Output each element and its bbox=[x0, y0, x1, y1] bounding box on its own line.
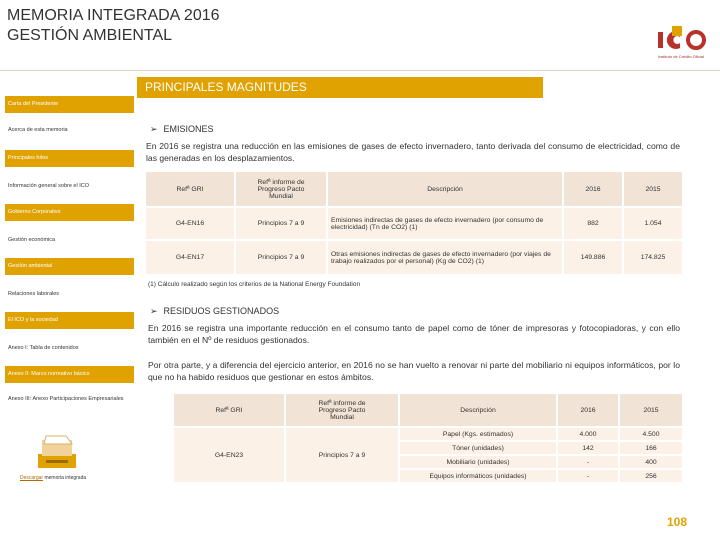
td-descripcion: Emisiones indirectas de gases de efecto invernadero (por consumo de electricidad) (Tn de CO2) (1) bbox=[328, 208, 562, 239]
th-2016: 2016 bbox=[558, 394, 618, 426]
sidebar-item-gobierno[interactable]: Gobierno Corporativo bbox=[5, 204, 134, 221]
th-descripcion: Descripción bbox=[328, 172, 562, 206]
download-icon[interactable] bbox=[32, 432, 82, 472]
sidebar-item-info-ico[interactable]: Información general sobre el ICO bbox=[8, 183, 90, 189]
th-gri: Refª GRI bbox=[146, 172, 234, 206]
emisiones-heading: ➢ EMISIONES bbox=[150, 124, 214, 134]
td-2015: 1.054 bbox=[624, 208, 682, 239]
emisiones-table bbox=[146, 172, 682, 274]
th-pacto: Refª informe de Progreso Pacto Mundial bbox=[286, 394, 398, 426]
residuos-heading: ➢ RESIDUOS GESTIONADOS bbox=[150, 306, 280, 316]
th-2015: 2015 bbox=[620, 394, 682, 426]
emisiones-paragraph: En 2016 se registra una reducción en las emisiones de gases de efecto invernadero, tanto derivada del consumo de electricidad, como de las generadas en los desplazamientos. bbox=[146, 141, 680, 163]
td-gri: G4-EN16 bbox=[146, 208, 234, 239]
td-2016: 4.000 bbox=[558, 428, 618, 440]
page-number: 108 bbox=[667, 515, 688, 529]
td-pacto: Principios 7 a 9 bbox=[236, 241, 326, 274]
td-descripcion: Otras emisiones indirectas de gases de efecto invernadero (por viajes de trabajo realizados por el personal) (Kg de CO2) (1) bbox=[328, 241, 562, 274]
ico-logo bbox=[650, 22, 712, 68]
td-descripcion: Equipos informáticos (unidades) bbox=[400, 470, 556, 482]
sidebar-item-gestion-ambiental[interactable]: Gestión ambiental bbox=[5, 258, 134, 275]
td-pacto: Principios 7 a 9 bbox=[286, 428, 398, 482]
td-gri: G4-EN23 bbox=[174, 428, 284, 482]
sidebar-item-ico-sociedad[interactable]: El ICO y la sociedad bbox=[5, 312, 134, 329]
arrow-bullet-icon: ➢ bbox=[150, 124, 158, 134]
th-gri: Refª GRI bbox=[174, 394, 284, 426]
sidebar-item-relaciones[interactable]: Relaciones laborales bbox=[8, 291, 60, 297]
td-2016: - bbox=[558, 456, 618, 468]
section-banner: PRINCIPALES MAGNITUDES bbox=[137, 77, 543, 98]
td-2016: 149.886 bbox=[564, 241, 622, 274]
td-descripcion: Papel (Kgs. estimados) bbox=[400, 428, 556, 440]
sidebar-item-anexo-2[interactable]: Anexo II: Marco normativo básico bbox=[5, 366, 134, 383]
sidebar-item-carta[interactable]: Carta del Presidente bbox=[5, 96, 134, 113]
title-line-2: GESTIÓN AMBIENTAL bbox=[7, 27, 173, 44]
residuos-table bbox=[174, 394, 682, 482]
td-2015: 166 bbox=[620, 442, 682, 454]
td-descripcion: Tóner (unidades) bbox=[400, 442, 556, 454]
document-title bbox=[7, 6, 220, 46]
title-divider bbox=[0, 70, 720, 71]
sidebar-item-acerca[interactable]: Acerca de esta memoria bbox=[8, 127, 68, 133]
td-2016: 142 bbox=[558, 442, 618, 454]
download-link[interactable]: Descargar memoria integrada bbox=[20, 475, 87, 481]
sidebar-item-anexo-3[interactable]: Anexo III: Anexo Participaciones Empresariales bbox=[8, 396, 124, 402]
td-2016: - bbox=[558, 470, 618, 482]
td-2015: 400 bbox=[620, 456, 682, 468]
th-pacto: Refª informe de Progreso Pacto Mundial bbox=[236, 172, 326, 206]
td-2015: 174.825 bbox=[624, 241, 682, 274]
residuos-paragraph-2: Por otra parte, y a diferencia del ejercicio anterior, en 2016 no se han vuelto a renovar ni parte del mobiliario ni equipos informáticos, por lo que no ha habido residuos que gestionar en estos ámbitos. bbox=[148, 360, 680, 382]
td-pacto: Principios 7 a 9 bbox=[236, 208, 326, 239]
logo-caption: Instituto de Crédito Oficial bbox=[658, 54, 704, 59]
th-2016: 2016 bbox=[564, 172, 622, 206]
emisiones-footnote: (1) Cálculo realizado según los criterios de la National Energy Foundation bbox=[148, 281, 361, 288]
th-descripcion: Descripción bbox=[400, 394, 556, 426]
td-gri: G4-EN17 bbox=[146, 241, 234, 274]
arrow-bullet-icon: ➢ bbox=[150, 306, 158, 316]
sidebar-item-gestion-economica[interactable]: Gestión económica bbox=[8, 237, 56, 243]
residuos-paragraph-1: En 2016 se registra una importante reducción en el consumo tanto de papel como de tóner de impresoras y fotocopiadoras, y con ello también en el Nº de residuos gestionados. bbox=[148, 323, 680, 345]
sidebar-item-hitos[interactable]: Principales hitos bbox=[5, 150, 134, 167]
title-line-1: MEMORIA INTEGRADA 2016 bbox=[7, 7, 220, 24]
sidebar-item-anexo-1[interactable]: Anexo I: Tabla de contenidos bbox=[8, 345, 79, 351]
td-2015: 256 bbox=[620, 470, 682, 482]
th-2015: 2015 bbox=[624, 172, 682, 206]
td-2015: 4.500 bbox=[620, 428, 682, 440]
td-descripcion: Mobiliario (unidades) bbox=[400, 456, 556, 468]
td-2016: 882 bbox=[564, 208, 622, 239]
